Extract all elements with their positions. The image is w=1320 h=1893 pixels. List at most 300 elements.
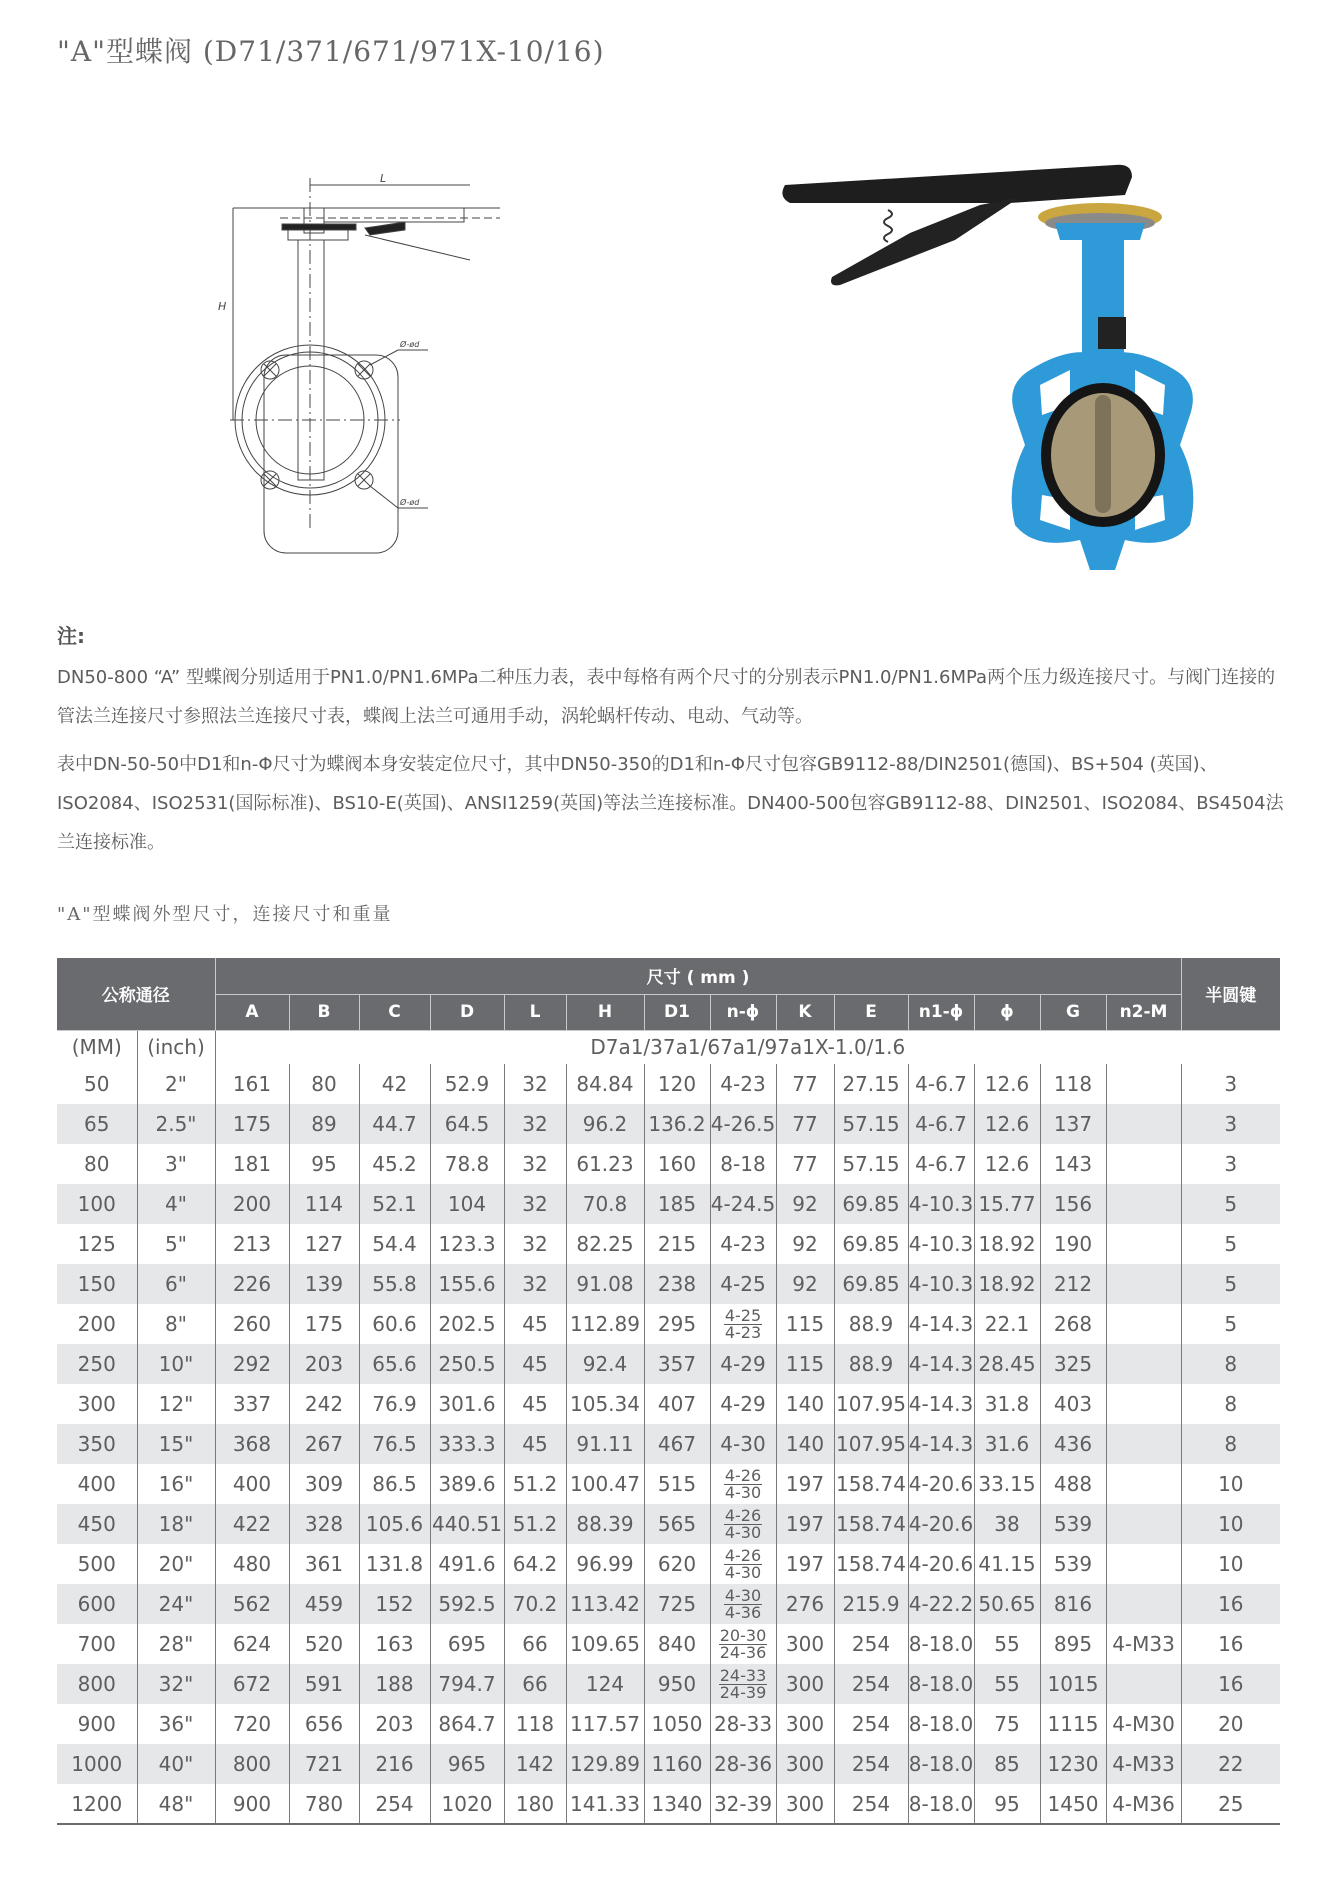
cell-mm: 500 xyxy=(57,1544,137,1584)
cell-a: 175 xyxy=(215,1104,289,1144)
cell-h: 88.39 xyxy=(566,1504,644,1544)
table-caption: "A"型蝶阀外型尺寸，连接尺寸和重量 xyxy=(57,904,393,925)
cell-inch: 16" xyxy=(137,1464,215,1504)
cell-l: 32 xyxy=(504,1224,566,1264)
cell-c: 105.6 xyxy=(359,1504,430,1544)
cell-k: 140 xyxy=(776,1384,834,1424)
cell-n-phi: 4-25 xyxy=(710,1264,776,1304)
cell-n2-m xyxy=(1106,1264,1181,1304)
cell-phi: 18.92 xyxy=(974,1224,1040,1264)
cell-l: 32 xyxy=(504,1264,566,1304)
cell-a: 213 xyxy=(215,1224,289,1264)
cell-d: 864.7 xyxy=(430,1704,504,1744)
cell-n2-m: 4-M30 xyxy=(1106,1704,1181,1744)
cell-g: 1015 xyxy=(1040,1664,1106,1704)
cell-mm: 900 xyxy=(57,1704,137,1744)
cell-h: 141.33 xyxy=(566,1784,644,1824)
cell-key: 5 xyxy=(1181,1304,1280,1344)
cell-d1: 1160 xyxy=(644,1744,710,1784)
cell-n1-phi: 8-18.0 xyxy=(908,1624,974,1664)
header-col-n-phi: n-ϕ xyxy=(710,994,776,1030)
cell-n2-m xyxy=(1106,1064,1181,1104)
cell-e: 69.85 xyxy=(834,1224,908,1264)
cell-g: 539 xyxy=(1040,1504,1106,1544)
cell-e: 158.74 xyxy=(834,1504,908,1544)
cell-n-phi: 28-33 xyxy=(710,1704,776,1744)
cell-c: 65.6 xyxy=(359,1344,430,1384)
fraction-value xyxy=(724,1305,762,1342)
cell-d: 695 xyxy=(430,1624,504,1664)
cell-b: 127 xyxy=(289,1224,359,1264)
cell-n2-m xyxy=(1106,1184,1181,1224)
cell-h: 109.65 xyxy=(566,1624,644,1664)
cell-b: 780 xyxy=(289,1784,359,1824)
cell-b: 89 xyxy=(289,1104,359,1144)
cell-mm: 100 xyxy=(57,1184,137,1224)
cell-l: 51.2 xyxy=(504,1464,566,1504)
cell-phi: 55 xyxy=(974,1664,1040,1704)
cell-h: 124 xyxy=(566,1664,644,1704)
cell-h: 82.25 xyxy=(566,1224,644,1264)
cell-n2-m xyxy=(1106,1384,1181,1424)
cell-h: 129.89 xyxy=(566,1744,644,1784)
cell-c: 44.7 xyxy=(359,1104,430,1144)
cell-phi: 31.8 xyxy=(974,1384,1040,1424)
cell-c: 76.5 xyxy=(359,1424,430,1464)
cell-n2-m xyxy=(1106,1504,1181,1544)
cell-a: 337 xyxy=(215,1384,289,1424)
cell-a: 624 xyxy=(215,1624,289,1664)
header-col-d1: D1 xyxy=(644,994,710,1030)
cell-g: 895 xyxy=(1040,1624,1106,1664)
cell-b: 242 xyxy=(289,1384,359,1424)
cell-phi: 18.92 xyxy=(974,1264,1040,1304)
cell-inch: 6" xyxy=(137,1264,215,1304)
cell-n1-phi: 8-18.0 xyxy=(908,1704,974,1744)
cell-e: 69.85 xyxy=(834,1184,908,1224)
cell-n2-m xyxy=(1106,1144,1181,1184)
cell-key: 3 xyxy=(1181,1144,1280,1184)
cell-n-phi: 4-30 xyxy=(710,1424,776,1464)
cell-n2-m xyxy=(1106,1584,1181,1624)
table-row xyxy=(57,1784,1280,1824)
table-row xyxy=(57,1664,1280,1704)
cell-d1: 185 xyxy=(644,1184,710,1224)
cell-k: 300 xyxy=(776,1784,834,1824)
cell-key: 5 xyxy=(1181,1224,1280,1264)
cell-a: 226 xyxy=(215,1264,289,1304)
fraction-top: 4-25 xyxy=(724,1305,762,1325)
cell-l: 45 xyxy=(504,1424,566,1464)
cell-d: 333.3 xyxy=(430,1424,504,1464)
cell-g: 403 xyxy=(1040,1384,1106,1424)
cell-inch: 8" xyxy=(137,1304,215,1344)
cell-g: 212 xyxy=(1040,1264,1106,1304)
cell-b: 114 xyxy=(289,1184,359,1224)
cell-key: 10 xyxy=(1181,1464,1280,1504)
notes-paragraph-2: 表中DN-50-50中D1和n-Φ尺寸为蝶阀本身安装定位尺寸，其中DN50-350的D1和n-Φ尺寸包容GB9112-88/DIN2501(德国)、BS+504 (英国)、ISO2084、ISO2531(国际标准)、BS10-E(英国)、ANSI1259(英国)等法兰连接标准。DN400-500包容GB9112-88、DIN2501、ISO2084、BS4504法兰连接标准。 xyxy=(57,754,1284,853)
cell-n-phi xyxy=(710,1544,776,1584)
valve-product-photo xyxy=(770,145,1210,575)
page-title: "A"型蝶阀 (D71/371/671/971X-10/16) xyxy=(57,35,605,68)
cell-k: 300 xyxy=(776,1624,834,1664)
cell-g: 816 xyxy=(1040,1584,1106,1624)
cell-l: 45 xyxy=(504,1344,566,1384)
cell-g: 1115 xyxy=(1040,1704,1106,1744)
table-row xyxy=(57,1064,1280,1104)
cell-e: 88.9 xyxy=(834,1344,908,1384)
cell-c: 216 xyxy=(359,1744,430,1784)
cell-h: 112.89 xyxy=(566,1304,644,1344)
cell-key: 3 xyxy=(1181,1104,1280,1144)
cell-d1: 215 xyxy=(644,1224,710,1264)
fraction-bottom: 4-30 xyxy=(724,1562,762,1582)
cell-a: 480 xyxy=(215,1544,289,1584)
cell-k: 300 xyxy=(776,1744,834,1784)
cell-phi: 15.77 xyxy=(974,1184,1040,1224)
cell-d1: 1340 xyxy=(644,1784,710,1824)
cell-l: 45 xyxy=(504,1304,566,1344)
cell-phi: 75 xyxy=(974,1704,1040,1744)
cell-d: 123.3 xyxy=(430,1224,504,1264)
table-row xyxy=(57,1424,1280,1464)
cell-k: 115 xyxy=(776,1344,834,1384)
cell-phi: 55 xyxy=(974,1624,1040,1664)
cell-d: 78.8 xyxy=(430,1144,504,1184)
cell-h: 96.99 xyxy=(566,1544,644,1584)
cell-a: 720 xyxy=(215,1704,289,1744)
cell-inch: 36" xyxy=(137,1704,215,1744)
cell-l: 66 xyxy=(504,1624,566,1664)
cell-h: 92.4 xyxy=(566,1344,644,1384)
cell-key: 16 xyxy=(1181,1664,1280,1704)
cell-key: 25 xyxy=(1181,1784,1280,1824)
cell-key: 8 xyxy=(1181,1384,1280,1424)
cell-k: 115 xyxy=(776,1304,834,1344)
cell-e: 254 xyxy=(834,1664,908,1704)
cell-g: 137 xyxy=(1040,1104,1106,1144)
cell-c: 86.5 xyxy=(359,1464,430,1504)
cell-a: 260 xyxy=(215,1304,289,1344)
cell-d1: 136.2 xyxy=(644,1104,710,1144)
cell-inch: 10" xyxy=(137,1344,215,1384)
cell-key: 20 xyxy=(1181,1704,1280,1744)
cell-n2-m xyxy=(1106,1304,1181,1344)
cell-n1-phi: 8-18.0 xyxy=(908,1784,974,1824)
fraction-value xyxy=(719,1665,768,1702)
cell-e: 254 xyxy=(834,1704,908,1744)
cell-n-phi: 8-18 xyxy=(710,1144,776,1184)
cell-n-phi: 32-39 xyxy=(710,1784,776,1824)
cell-inch: 40" xyxy=(137,1744,215,1784)
cell-c: 254 xyxy=(359,1784,430,1824)
cell-l: 51.2 xyxy=(504,1504,566,1544)
cell-n1-phi: 4-10.3 xyxy=(908,1184,974,1224)
cell-a: 562 xyxy=(215,1584,289,1624)
cell-k: 300 xyxy=(776,1704,834,1744)
cell-d1: 725 xyxy=(644,1584,710,1624)
cell-h: 96.2 xyxy=(566,1104,644,1144)
fraction-top: 24-33 xyxy=(719,1665,767,1685)
cell-b: 139 xyxy=(289,1264,359,1304)
cell-c: 52.1 xyxy=(359,1184,430,1224)
cell-e: 88.9 xyxy=(834,1304,908,1344)
cell-mm: 200 xyxy=(57,1304,137,1344)
cell-g: 268 xyxy=(1040,1304,1106,1344)
fraction-value xyxy=(724,1465,762,1502)
cell-inch: 32" xyxy=(137,1664,215,1704)
cell-inch: 18" xyxy=(137,1504,215,1544)
cell-c: 152 xyxy=(359,1584,430,1624)
cell-d: 794.7 xyxy=(430,1664,504,1704)
cell-mm: 400 xyxy=(57,1464,137,1504)
table-row xyxy=(57,1264,1280,1304)
fraction-value xyxy=(724,1545,762,1582)
cell-d1: 160 xyxy=(644,1144,710,1184)
table-row xyxy=(57,1624,1280,1664)
table-row xyxy=(57,1704,1280,1744)
cell-d: 389.6 xyxy=(430,1464,504,1504)
cell-mm: 80 xyxy=(57,1144,137,1184)
cell-e: 69.85 xyxy=(834,1264,908,1304)
cell-h: 117.57 xyxy=(566,1704,644,1744)
cell-b: 95 xyxy=(289,1144,359,1184)
header-dimensions: 尺寸 ( mm ) xyxy=(215,958,1181,994)
cell-a: 672 xyxy=(215,1664,289,1704)
fraction-top: 4-26 xyxy=(724,1545,762,1565)
cell-h: 84.84 xyxy=(566,1064,644,1104)
cell-mm: 450 xyxy=(57,1504,137,1544)
bolt-label-bottom: Ø-ød xyxy=(400,498,420,507)
cell-n1-phi: 4-10.3 xyxy=(908,1224,974,1264)
cell-d1: 407 xyxy=(644,1384,710,1424)
notes-paragraph-1: DN50-800 “A” 型蝶阀分别适用于PN1.0/PN1.6MPa二种压力表，表中每格有两个尺寸的分别表示PN1.0/PN1.6MPa两个压力级连接尺寸。与阀门连接的管法兰连接尺寸参照法兰连接尺寸表，蝶阀上法兰可通用手动，涡轮蜗杆传动、电动、气动等。 xyxy=(57,667,1276,727)
cell-k: 77 xyxy=(776,1104,834,1144)
cell-d: 52.9 xyxy=(430,1064,504,1104)
cell-h: 91.08 xyxy=(566,1264,644,1304)
cell-n-phi: 28-36 xyxy=(710,1744,776,1784)
cell-inch: 12" xyxy=(137,1384,215,1424)
cell-phi: 12.6 xyxy=(974,1144,1040,1184)
cell-n1-phi: 8-18.0 xyxy=(908,1744,974,1784)
cell-l: 180 xyxy=(504,1784,566,1824)
cell-h: 61.23 xyxy=(566,1144,644,1184)
cell-h: 100.47 xyxy=(566,1464,644,1504)
table-row xyxy=(57,1344,1280,1384)
cell-mm: 1000 xyxy=(57,1744,137,1784)
table-row xyxy=(57,1104,1280,1144)
cell-key: 16 xyxy=(1181,1624,1280,1664)
cell-n2-m xyxy=(1106,1344,1181,1384)
bolt-label-top: Ø-ød xyxy=(400,340,420,349)
cell-g: 488 xyxy=(1040,1464,1106,1504)
cell-inch: 5" xyxy=(137,1224,215,1264)
cell-l: 32 xyxy=(504,1064,566,1104)
cell-n-phi xyxy=(710,1664,776,1704)
table-row xyxy=(57,1144,1280,1184)
cell-l: 66 xyxy=(504,1664,566,1704)
cell-n2-m xyxy=(1106,1544,1181,1584)
table-row xyxy=(57,1584,1280,1624)
cell-l: 70.2 xyxy=(504,1584,566,1624)
cell-phi: 28.45 xyxy=(974,1344,1040,1384)
cell-key: 8 xyxy=(1181,1344,1280,1384)
header-key: 半圆键 xyxy=(1181,958,1280,1030)
cell-n-phi: 4-29 xyxy=(710,1384,776,1424)
cell-d1: 840 xyxy=(644,1624,710,1664)
cell-inch: 15" xyxy=(137,1424,215,1464)
cell-key: 10 xyxy=(1181,1544,1280,1584)
cell-n1-phi: 4-20.6 xyxy=(908,1504,974,1544)
fraction-bottom: 4-30 xyxy=(724,1522,762,1542)
cell-d: 250.5 xyxy=(430,1344,504,1384)
cell-phi: 50.65 xyxy=(974,1584,1040,1624)
cell-d1: 1050 xyxy=(644,1704,710,1744)
fraction-bottom: 4-36 xyxy=(724,1602,762,1622)
fraction-top: 4-26 xyxy=(724,1505,762,1525)
cell-phi: 95 xyxy=(974,1784,1040,1824)
cell-n-phi: 4-23 xyxy=(710,1224,776,1264)
cell-inch: 24" xyxy=(137,1584,215,1624)
fraction-bottom: 4-23 xyxy=(724,1322,762,1342)
cell-n2-m: 4-M33 xyxy=(1106,1624,1181,1664)
cell-key: 22 xyxy=(1181,1744,1280,1784)
cell-mm: 150 xyxy=(57,1264,137,1304)
cell-e: 254 xyxy=(834,1744,908,1784)
cell-phi: 31.6 xyxy=(974,1424,1040,1464)
cell-n-phi xyxy=(710,1464,776,1504)
cell-b: 309 xyxy=(289,1464,359,1504)
cell-mm: 700 xyxy=(57,1624,137,1664)
fraction-bottom: 24-36 xyxy=(719,1642,767,1662)
cell-mm: 50 xyxy=(57,1064,137,1104)
cell-b: 175 xyxy=(289,1304,359,1344)
cell-phi: 12.6 xyxy=(974,1064,1040,1104)
dim-label-h: H xyxy=(218,300,227,313)
fraction-value xyxy=(724,1585,762,1622)
cell-inch: 28" xyxy=(137,1624,215,1664)
cell-k: 197 xyxy=(776,1504,834,1544)
cell-k: 197 xyxy=(776,1464,834,1504)
cell-g: 436 xyxy=(1040,1424,1106,1464)
cell-n2-m xyxy=(1106,1664,1181,1704)
table-row xyxy=(57,1224,1280,1264)
cell-a: 200 xyxy=(215,1184,289,1224)
cell-n-phi: 4-26.5 xyxy=(710,1104,776,1144)
cell-d1: 515 xyxy=(644,1464,710,1504)
cell-n2-m xyxy=(1106,1224,1181,1264)
cell-h: 113.42 xyxy=(566,1584,644,1624)
table-row xyxy=(57,1304,1280,1344)
cell-k: 276 xyxy=(776,1584,834,1624)
header-nominal: 公称通径 xyxy=(57,958,215,1030)
cell-inch: 48" xyxy=(137,1784,215,1824)
cell-a: 800 xyxy=(215,1744,289,1784)
cell-phi: 12.6 xyxy=(974,1104,1040,1144)
cell-key: 5 xyxy=(1181,1264,1280,1304)
header-col-n1-phi: n1-ϕ xyxy=(908,994,974,1030)
cell-l: 142 xyxy=(504,1744,566,1784)
cell-b: 721 xyxy=(289,1744,359,1784)
cell-n1-phi: 4-22.2 xyxy=(908,1584,974,1624)
cell-mm: 1200 xyxy=(57,1784,137,1824)
cell-k: 92 xyxy=(776,1264,834,1304)
cell-c: 45.2 xyxy=(359,1144,430,1184)
cell-b: 591 xyxy=(289,1664,359,1704)
cell-d: 104 xyxy=(430,1184,504,1224)
cell-b: 80 xyxy=(289,1064,359,1104)
cell-e: 57.15 xyxy=(834,1104,908,1144)
cell-g: 1230 xyxy=(1040,1744,1106,1784)
subheader-mm: (MM) xyxy=(57,1030,137,1064)
header-col-d: D xyxy=(430,994,504,1030)
cell-key: 8 xyxy=(1181,1424,1280,1464)
cell-n2-m xyxy=(1106,1104,1181,1144)
header-col-a: A xyxy=(215,994,289,1030)
cell-b: 328 xyxy=(289,1504,359,1544)
cell-phi: 22.1 xyxy=(974,1304,1040,1344)
fraction-top: 4-26 xyxy=(724,1465,762,1485)
cell-l: 118 xyxy=(504,1704,566,1744)
fraction-value xyxy=(719,1625,768,1662)
fraction-top: 20-30 xyxy=(719,1625,767,1645)
cell-a: 400 xyxy=(215,1464,289,1504)
cell-mm: 600 xyxy=(57,1584,137,1624)
fraction-bottom: 4-30 xyxy=(724,1482,762,1502)
valve-technical-drawing xyxy=(218,170,500,570)
cell-d1: 950 xyxy=(644,1664,710,1704)
cell-d: 440.51 xyxy=(430,1504,504,1544)
fraction-top: 4-30 xyxy=(724,1585,762,1605)
cell-n-phi xyxy=(710,1504,776,1544)
cell-inch: 3" xyxy=(137,1144,215,1184)
cell-a: 422 xyxy=(215,1504,289,1544)
cell-key: 10 xyxy=(1181,1504,1280,1544)
cell-e: 57.15 xyxy=(834,1144,908,1184)
cell-e: 215.9 xyxy=(834,1584,908,1624)
cell-b: 203 xyxy=(289,1344,359,1384)
cell-n-phi: 4-23 xyxy=(710,1064,776,1104)
header-col-h: H xyxy=(566,994,644,1030)
cell-mm: 800 xyxy=(57,1664,137,1704)
header-col-phi: ϕ xyxy=(974,994,1040,1030)
cell-a: 368 xyxy=(215,1424,289,1464)
subheader-inch: (inch) xyxy=(137,1030,215,1064)
cell-c: 54.4 xyxy=(359,1224,430,1264)
cell-mm: 125 xyxy=(57,1224,137,1264)
table-row xyxy=(57,1184,1280,1224)
cell-e: 158.74 xyxy=(834,1464,908,1504)
table-row xyxy=(57,1744,1280,1784)
cell-k: 140 xyxy=(776,1424,834,1464)
cell-n1-phi: 4-6.7 xyxy=(908,1104,974,1144)
cell-n2-m: 4-M33 xyxy=(1106,1744,1181,1784)
cell-b: 520 xyxy=(289,1624,359,1664)
cell-inch: 2.5" xyxy=(137,1104,215,1144)
cell-d1: 357 xyxy=(644,1344,710,1384)
cell-phi: 38 xyxy=(974,1504,1040,1544)
cell-phi: 41.15 xyxy=(974,1544,1040,1584)
notes-heading: 注: xyxy=(57,624,85,648)
cell-k: 77 xyxy=(776,1064,834,1104)
cell-e: 254 xyxy=(834,1784,908,1824)
header-col-k: K xyxy=(776,994,834,1030)
dimension-table xyxy=(57,958,1280,1825)
subheader-model: D7a1/37a1/67a1/97a1X-1.0/1.6 xyxy=(215,1030,1280,1064)
cell-n1-phi: 8-18.0 xyxy=(908,1664,974,1704)
cell-a: 292 xyxy=(215,1344,289,1384)
cell-mm: 300 xyxy=(57,1384,137,1424)
